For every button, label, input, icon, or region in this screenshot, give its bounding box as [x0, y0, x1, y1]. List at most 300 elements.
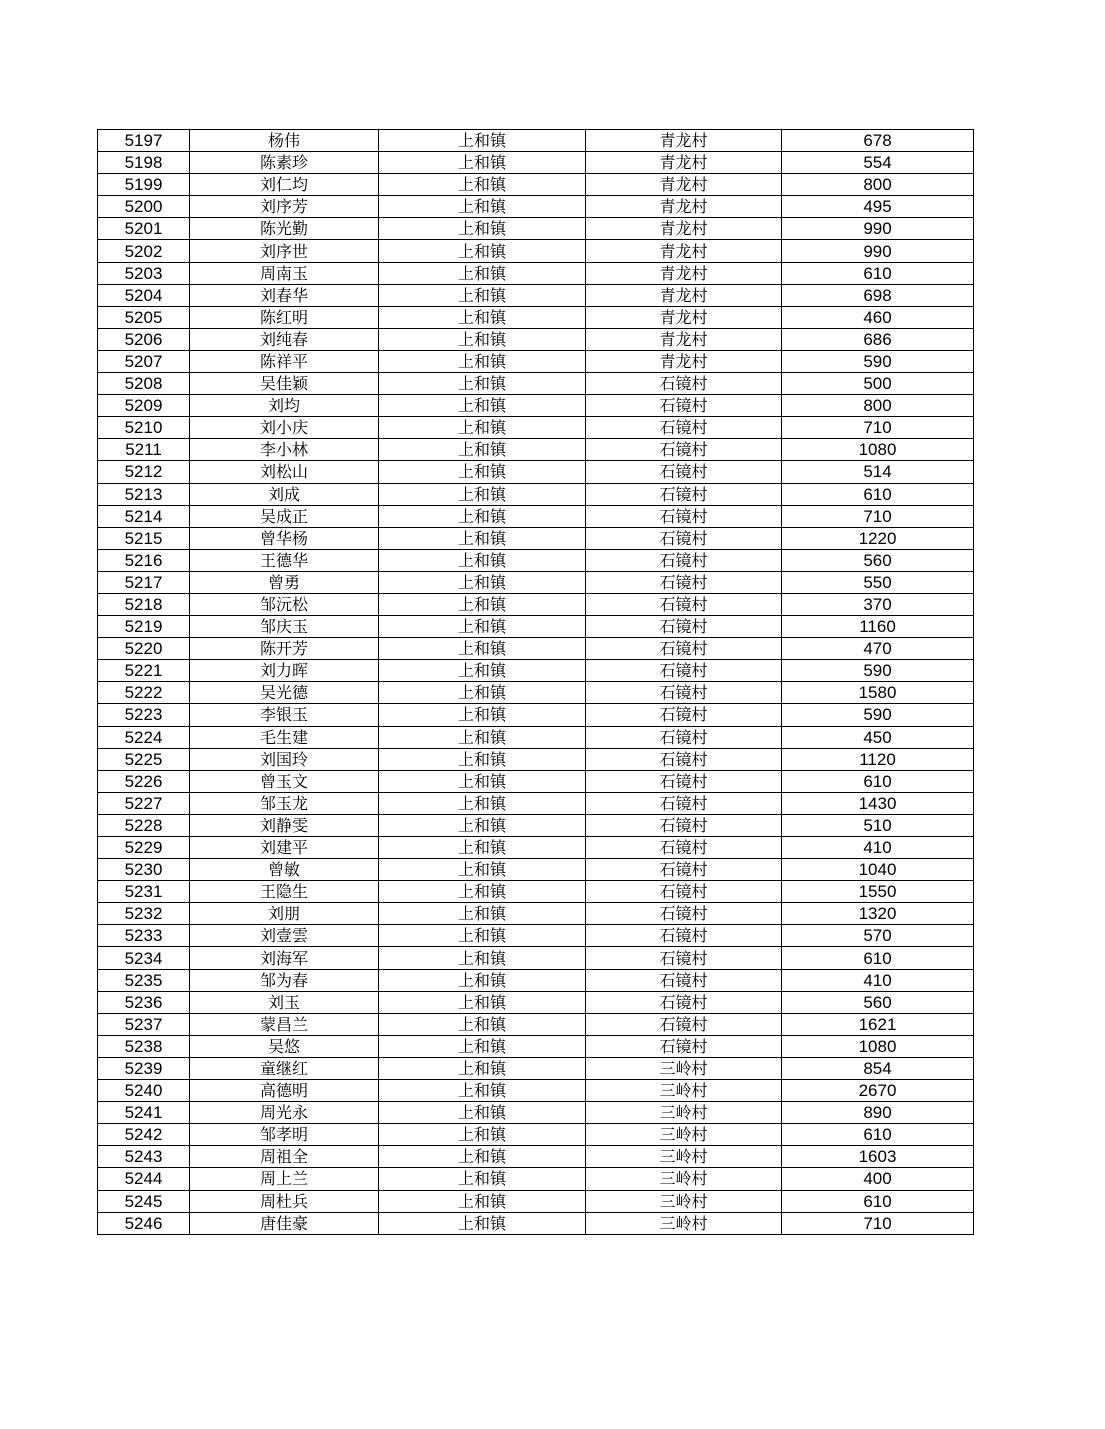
data-table: [97, 129, 974, 1235]
cell-town: 上和镇: [379, 1124, 586, 1146]
table-row: [98, 262, 974, 284]
cell-amount: 800: [782, 174, 974, 196]
cell-town: 上和镇: [379, 571, 586, 593]
table-row: [98, 1035, 974, 1057]
cell-amount: 610: [782, 770, 974, 792]
table-row: [98, 350, 974, 372]
table-row: [98, 859, 974, 881]
cell-id: 5203: [98, 262, 190, 284]
cell-name: 刘序世: [190, 240, 379, 262]
cell-amount: 470: [782, 638, 974, 660]
cell-id: 5240: [98, 1080, 190, 1102]
cell-id: 5229: [98, 837, 190, 859]
cell-town: 上和镇: [379, 682, 586, 704]
table-row: [98, 726, 974, 748]
cell-amount: 1580: [782, 682, 974, 704]
cell-id: 5210: [98, 417, 190, 439]
cell-town: 上和镇: [379, 306, 586, 328]
cell-village: 石镜村: [586, 593, 782, 615]
cell-id: 5198: [98, 152, 190, 174]
cell-village: 石镜村: [586, 947, 782, 969]
cell-village: 石镜村: [586, 682, 782, 704]
table-row: [98, 770, 974, 792]
cell-amount: 990: [782, 218, 974, 240]
cell-amount: 2670: [782, 1080, 974, 1102]
cell-town: 上和镇: [379, 373, 586, 395]
table-row: [98, 174, 974, 196]
cell-village: 石镜村: [586, 505, 782, 527]
cell-village: 石镜村: [586, 814, 782, 836]
cell-id: 5218: [98, 593, 190, 615]
cell-name: 陈素珍: [190, 152, 379, 174]
cell-village: 石镜村: [586, 439, 782, 461]
cell-amount: 610: [782, 947, 974, 969]
cell-amount: 1621: [782, 1013, 974, 1035]
cell-name: 吴悠: [190, 1035, 379, 1057]
table-row: [98, 306, 974, 328]
cell-amount: 1430: [782, 792, 974, 814]
cell-name: 唐佳豪: [190, 1212, 379, 1234]
cell-amount: 590: [782, 660, 974, 682]
cell-name: 刘静雯: [190, 814, 379, 836]
cell-village: 石镜村: [586, 925, 782, 947]
cell-name: 陈红明: [190, 306, 379, 328]
table-row: [98, 373, 974, 395]
cell-town: 上和镇: [379, 1190, 586, 1212]
table-row: [98, 1080, 974, 1102]
cell-amount: 450: [782, 726, 974, 748]
cell-id: 5201: [98, 218, 190, 240]
cell-name: 邹沅松: [190, 593, 379, 615]
cell-town: 上和镇: [379, 439, 586, 461]
cell-name: 周南玉: [190, 262, 379, 284]
cell-name: 吴成正: [190, 505, 379, 527]
cell-id: 5211: [98, 439, 190, 461]
cell-town: 上和镇: [379, 152, 586, 174]
cell-town: 上和镇: [379, 660, 586, 682]
cell-amount: 800: [782, 395, 974, 417]
cell-name: 蒙昌兰: [190, 1013, 379, 1035]
cell-id: 5227: [98, 792, 190, 814]
cell-amount: 410: [782, 837, 974, 859]
cell-village: 石镜村: [586, 903, 782, 925]
cell-village: 石镜村: [586, 527, 782, 549]
cell-id: 5200: [98, 196, 190, 218]
cell-town: 上和镇: [379, 1212, 586, 1234]
cell-id: 5242: [98, 1124, 190, 1146]
table-row: [98, 837, 974, 859]
cell-amount: 460: [782, 306, 974, 328]
cell-name: 邹孝明: [190, 1124, 379, 1146]
table-row: [98, 593, 974, 615]
table-row: [98, 130, 974, 152]
cell-id: 5224: [98, 726, 190, 748]
cell-village: 青龙村: [586, 152, 782, 174]
cell-name: 曾勇: [190, 571, 379, 593]
cell-town: 上和镇: [379, 903, 586, 925]
cell-id: 5219: [98, 616, 190, 638]
cell-village: 石镜村: [586, 638, 782, 660]
table-row: [98, 461, 974, 483]
cell-amount: 1160: [782, 616, 974, 638]
cell-id: 5208: [98, 373, 190, 395]
cell-name: 刘玉: [190, 991, 379, 1013]
cell-amount: 1320: [782, 903, 974, 925]
cell-amount: 500: [782, 373, 974, 395]
cell-name: 刘成: [190, 483, 379, 505]
cell-town: 上和镇: [379, 350, 586, 372]
cell-id: 5222: [98, 682, 190, 704]
cell-town: 上和镇: [379, 814, 586, 836]
cell-name: 吴光德: [190, 682, 379, 704]
cell-id: 5231: [98, 881, 190, 903]
cell-amount: 1220: [782, 527, 974, 549]
table-body: [98, 130, 974, 1235]
cell-town: 上和镇: [379, 395, 586, 417]
cell-name: 周杜兵: [190, 1190, 379, 1212]
cell-id: 5228: [98, 814, 190, 836]
cell-amount: 410: [782, 969, 974, 991]
cell-name: 邹为春: [190, 969, 379, 991]
cell-id: 5217: [98, 571, 190, 593]
cell-id: 5206: [98, 328, 190, 350]
cell-town: 上和镇: [379, 1102, 586, 1124]
cell-village: 石镜村: [586, 770, 782, 792]
cell-town: 上和镇: [379, 1035, 586, 1057]
cell-village: 青龙村: [586, 262, 782, 284]
cell-id: 5226: [98, 770, 190, 792]
table-row: [98, 660, 974, 682]
cell-id: 5207: [98, 350, 190, 372]
cell-village: 青龙村: [586, 328, 782, 350]
cell-name: 王德华: [190, 549, 379, 571]
cell-name: 陈祥平: [190, 350, 379, 372]
cell-name: 周祖全: [190, 1146, 379, 1168]
table-row: [98, 1190, 974, 1212]
cell-village: 石镜村: [586, 549, 782, 571]
cell-village: 石镜村: [586, 571, 782, 593]
cell-id: 5232: [98, 903, 190, 925]
table-row: [98, 571, 974, 593]
cell-village: 石镜村: [586, 726, 782, 748]
cell-village: 石镜村: [586, 616, 782, 638]
table-row: [98, 991, 974, 1013]
cell-town: 上和镇: [379, 925, 586, 947]
cell-amount: 710: [782, 1212, 974, 1234]
cell-village: 石镜村: [586, 1035, 782, 1057]
cell-id: 5223: [98, 704, 190, 726]
cell-town: 上和镇: [379, 284, 586, 306]
cell-name: 曾敏: [190, 859, 379, 881]
cell-name: 刘纯春: [190, 328, 379, 350]
cell-town: 上和镇: [379, 240, 586, 262]
cell-amount: 514: [782, 461, 974, 483]
cell-village: 三岭村: [586, 1168, 782, 1190]
cell-name: 曾玉文: [190, 770, 379, 792]
data-table-container: [97, 129, 973, 1235]
cell-id: 5221: [98, 660, 190, 682]
cell-id: 5212: [98, 461, 190, 483]
cell-amount: 610: [782, 262, 974, 284]
cell-town: 上和镇: [379, 262, 586, 284]
cell-village: 石镜村: [586, 395, 782, 417]
table-row: [98, 638, 974, 660]
table-row: [98, 1212, 974, 1234]
table-row: [98, 196, 974, 218]
table-row: [98, 748, 974, 770]
cell-amount: 560: [782, 549, 974, 571]
cell-town: 上和镇: [379, 328, 586, 350]
cell-id: 5234: [98, 947, 190, 969]
cell-amount: 610: [782, 1124, 974, 1146]
cell-town: 上和镇: [379, 417, 586, 439]
cell-amount: 400: [782, 1168, 974, 1190]
cell-id: 5241: [98, 1102, 190, 1124]
table-row: [98, 969, 974, 991]
cell-town: 上和镇: [379, 991, 586, 1013]
table-row: [98, 1146, 974, 1168]
cell-amount: 570: [782, 925, 974, 947]
cell-town: 上和镇: [379, 859, 586, 881]
cell-name: 王隐生: [190, 881, 379, 903]
cell-id: 5239: [98, 1057, 190, 1079]
cell-amount: 370: [782, 593, 974, 615]
table-row: [98, 1168, 974, 1190]
cell-village: 青龙村: [586, 174, 782, 196]
cell-name: 杨伟: [190, 130, 379, 152]
cell-amount: 1120: [782, 748, 974, 770]
table-row: [98, 925, 974, 947]
cell-village: 石镜村: [586, 837, 782, 859]
cell-village: 青龙村: [586, 284, 782, 306]
cell-town: 上和镇: [379, 1013, 586, 1035]
cell-town: 上和镇: [379, 638, 586, 660]
cell-village: 石镜村: [586, 1013, 782, 1035]
cell-id: 5213: [98, 483, 190, 505]
cell-id: 5235: [98, 969, 190, 991]
cell-amount: 710: [782, 417, 974, 439]
cell-village: 石镜村: [586, 969, 782, 991]
table-row: [98, 152, 974, 174]
cell-name: 刘朋: [190, 903, 379, 925]
cell-town: 上和镇: [379, 881, 586, 903]
cell-amount: 610: [782, 483, 974, 505]
table-row: [98, 814, 974, 836]
cell-amount: 560: [782, 991, 974, 1013]
cell-town: 上和镇: [379, 505, 586, 527]
cell-town: 上和镇: [379, 969, 586, 991]
cell-name: 李小林: [190, 439, 379, 461]
cell-amount: 1080: [782, 1035, 974, 1057]
cell-amount: 550: [782, 571, 974, 593]
cell-id: 5225: [98, 748, 190, 770]
table-row: [98, 505, 974, 527]
cell-name: 吴佳颖: [190, 373, 379, 395]
table-row: [98, 682, 974, 704]
cell-town: 上和镇: [379, 1057, 586, 1079]
cell-village: 青龙村: [586, 306, 782, 328]
table-row: [98, 483, 974, 505]
cell-town: 上和镇: [379, 549, 586, 571]
cell-village: 石镜村: [586, 881, 782, 903]
cell-name: 刘春华: [190, 284, 379, 306]
cell-name: 刘仁均: [190, 174, 379, 196]
cell-town: 上和镇: [379, 616, 586, 638]
cell-name: 刘均: [190, 395, 379, 417]
table-row: [98, 947, 974, 969]
cell-amount: 710: [782, 505, 974, 527]
cell-village: 石镜村: [586, 748, 782, 770]
cell-id: 5205: [98, 306, 190, 328]
cell-name: 曾华杨: [190, 527, 379, 549]
cell-amount: 686: [782, 328, 974, 350]
cell-village: 石镜村: [586, 991, 782, 1013]
cell-village: 三岭村: [586, 1057, 782, 1079]
cell-id: 5202: [98, 240, 190, 262]
table-row: [98, 284, 974, 306]
cell-town: 上和镇: [379, 130, 586, 152]
cell-village: 青龙村: [586, 130, 782, 152]
cell-id: 5246: [98, 1212, 190, 1234]
cell-name: 毛生建: [190, 726, 379, 748]
cell-town: 上和镇: [379, 593, 586, 615]
cell-town: 上和镇: [379, 947, 586, 969]
cell-amount: 854: [782, 1057, 974, 1079]
cell-town: 上和镇: [379, 837, 586, 859]
cell-name: 刘建平: [190, 837, 379, 859]
cell-town: 上和镇: [379, 748, 586, 770]
cell-name: 陈光勤: [190, 218, 379, 240]
cell-town: 上和镇: [379, 174, 586, 196]
table-row: [98, 328, 974, 350]
table-row: [98, 240, 974, 262]
cell-id: 5243: [98, 1146, 190, 1168]
table-row: [98, 1102, 974, 1124]
cell-id: 5237: [98, 1013, 190, 1035]
cell-id: 5230: [98, 859, 190, 881]
cell-name: 高德明: [190, 1080, 379, 1102]
cell-town: 上和镇: [379, 527, 586, 549]
cell-amount: 510: [782, 814, 974, 836]
cell-id: 5204: [98, 284, 190, 306]
table-row: [98, 1124, 974, 1146]
cell-id: 5236: [98, 991, 190, 1013]
cell-amount: 1040: [782, 859, 974, 881]
cell-village: 石镜村: [586, 373, 782, 395]
cell-town: 上和镇: [379, 218, 586, 240]
cell-name: 刘国玲: [190, 748, 379, 770]
cell-name: 李银玉: [190, 704, 379, 726]
cell-name: 邹庆玉: [190, 616, 379, 638]
cell-town: 上和镇: [379, 196, 586, 218]
cell-village: 石镜村: [586, 461, 782, 483]
cell-amount: 554: [782, 152, 974, 174]
cell-id: 5197: [98, 130, 190, 152]
cell-town: 上和镇: [379, 726, 586, 748]
table-row: [98, 704, 974, 726]
cell-village: 石镜村: [586, 417, 782, 439]
cell-amount: 590: [782, 704, 974, 726]
cell-village: 石镜村: [586, 660, 782, 682]
cell-town: 上和镇: [379, 461, 586, 483]
cell-name: 刘序芳: [190, 196, 379, 218]
cell-name: 刘壹雲: [190, 925, 379, 947]
table-row: [98, 1013, 974, 1035]
table-row: [98, 395, 974, 417]
cell-id: 5214: [98, 505, 190, 527]
cell-amount: 610: [782, 1190, 974, 1212]
cell-village: 石镜村: [586, 483, 782, 505]
table-row: [98, 218, 974, 240]
cell-id: 5215: [98, 527, 190, 549]
cell-name: 刘松山: [190, 461, 379, 483]
table-row: [98, 439, 974, 461]
cell-village: 三岭村: [586, 1124, 782, 1146]
table-row: [98, 792, 974, 814]
cell-name: 刘力晖: [190, 660, 379, 682]
cell-id: 5244: [98, 1168, 190, 1190]
cell-town: 上和镇: [379, 483, 586, 505]
cell-town: 上和镇: [379, 704, 586, 726]
cell-village: 三岭村: [586, 1190, 782, 1212]
cell-village: 三岭村: [586, 1146, 782, 1168]
cell-name: 刘小庆: [190, 417, 379, 439]
cell-name: 刘海军: [190, 947, 379, 969]
cell-amount: 1080: [782, 439, 974, 461]
cell-village: 青龙村: [586, 350, 782, 372]
cell-amount: 1550: [782, 881, 974, 903]
cell-town: 上和镇: [379, 792, 586, 814]
cell-amount: 590: [782, 350, 974, 372]
cell-village: 石镜村: [586, 704, 782, 726]
cell-id: 5238: [98, 1035, 190, 1057]
cell-amount: 890: [782, 1102, 974, 1124]
cell-id: 5216: [98, 549, 190, 571]
cell-village: 三岭村: [586, 1080, 782, 1102]
cell-amount: 698: [782, 284, 974, 306]
cell-id: 5245: [98, 1190, 190, 1212]
table-row: [98, 417, 974, 439]
cell-id: 5220: [98, 638, 190, 660]
cell-id: 5233: [98, 925, 190, 947]
cell-village: 三岭村: [586, 1102, 782, 1124]
cell-amount: 990: [782, 240, 974, 262]
cell-id: 5199: [98, 174, 190, 196]
table-row: [98, 1057, 974, 1079]
cell-amount: 1603: [782, 1146, 974, 1168]
cell-town: 上和镇: [379, 1146, 586, 1168]
cell-town: 上和镇: [379, 770, 586, 792]
table-row: [98, 549, 974, 571]
table-row: [98, 903, 974, 925]
cell-village: 石镜村: [586, 859, 782, 881]
cell-name: 周上兰: [190, 1168, 379, 1190]
cell-village: 石镜村: [586, 792, 782, 814]
cell-town: 上和镇: [379, 1168, 586, 1190]
cell-town: 上和镇: [379, 1080, 586, 1102]
cell-id: 5209: [98, 395, 190, 417]
table-row: [98, 881, 974, 903]
cell-village: 青龙村: [586, 196, 782, 218]
cell-amount: 495: [782, 196, 974, 218]
cell-amount: 678: [782, 130, 974, 152]
table-row: [98, 616, 974, 638]
cell-name: 周光永: [190, 1102, 379, 1124]
cell-village: 青龙村: [586, 218, 782, 240]
cell-name: 陈开芳: [190, 638, 379, 660]
cell-name: 童继红: [190, 1057, 379, 1079]
cell-name: 邹玉龙: [190, 792, 379, 814]
